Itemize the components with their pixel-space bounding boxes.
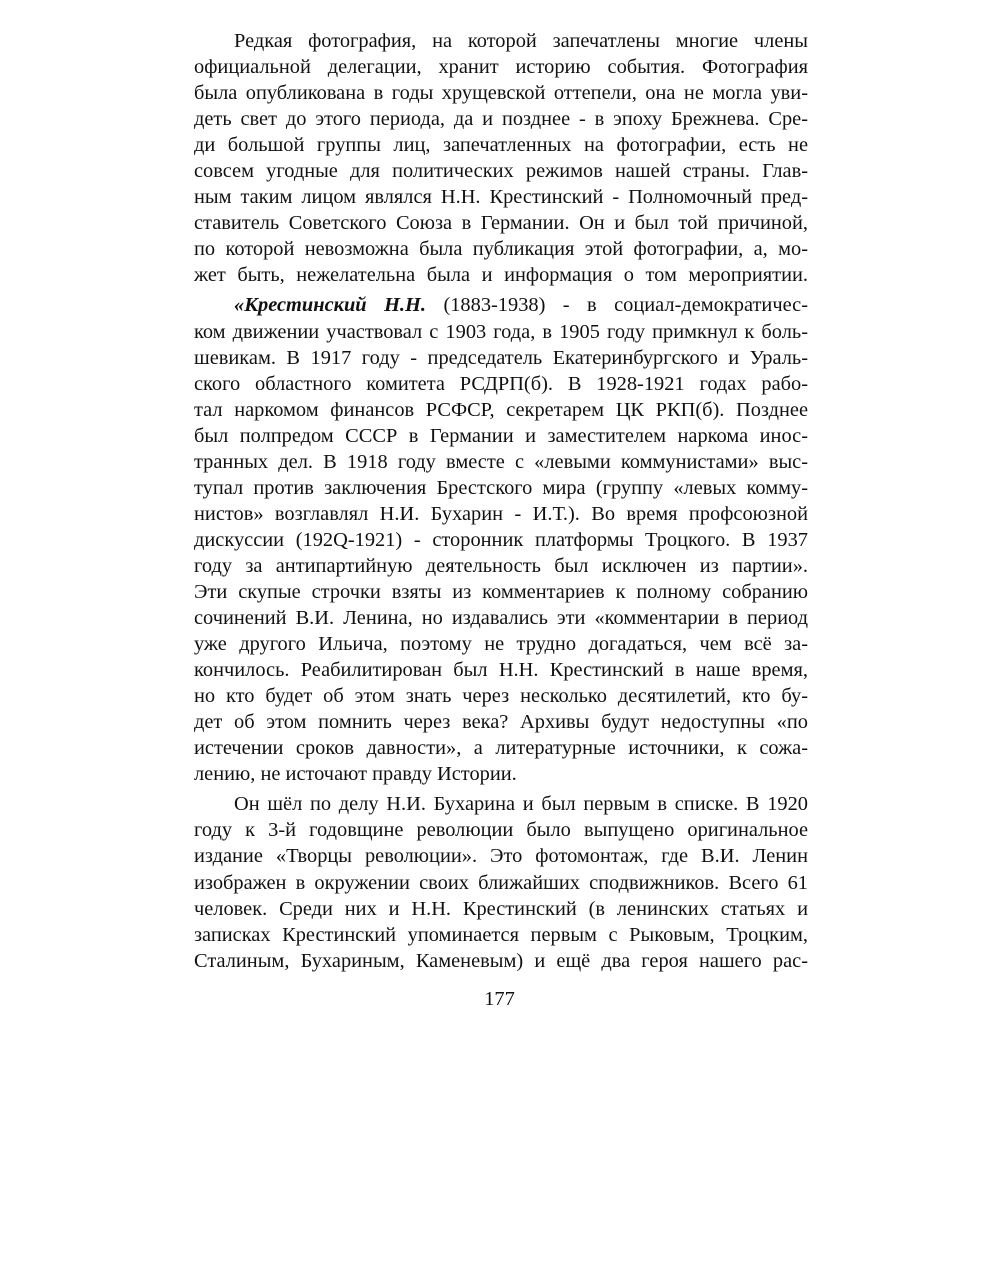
text-line: Сталиным, Бухариным, Каменевым) и ещё два героя нашего рас- <box>194 949 808 972</box>
text-line: кончилось. Реабилитирован был Н.Н. Крестинский в наше время, <box>194 659 808 682</box>
text-line: жет быть, нежелательна была и информация о том мероприятии. <box>194 264 808 287</box>
text-line: официальной делегации, хранит историю события. Фотография <box>194 56 808 79</box>
text-line: изображен в окружении своих ближайших сподвижников. Всего 61 <box>194 871 808 894</box>
text-line: была опубликована в годы хрущевской оттепели, она не могла уви- <box>194 82 808 105</box>
text-line: сочинений В.И. Ленина, но издавались эти «комментарии в период <box>194 607 808 630</box>
text-line: уже другого Ильича, поэтому не трудно догадаться, чем всё за- <box>194 633 808 656</box>
text-line: дискуссии (192Q-1921) - сторонник платформы Троцкого. В 1937 <box>194 528 808 551</box>
text-line: совсем угодные для политических режимов нашей страны. Глав- <box>194 160 808 183</box>
text-fragment: (1883-1938) - в социал-демократичес- <box>443 294 808 317</box>
text-line: записках Крестинский упоминается первым с Рыковым, Троцким, <box>194 923 808 946</box>
text-line: Он шёл по делу Н.И. Бухарина и был первым в списке. В 1920 <box>234 793 808 816</box>
text-line: по которой невозможна была публикация этой фотографии, а, мо- <box>194 238 808 261</box>
text-line: но кто будет об этом знать через несколько десятилетий, кто бу- <box>194 685 808 708</box>
paragraph-3 <box>194 791 808 973</box>
text-line: транных дел. В 1918 году вместе с «левыми коммунистами» выс- <box>194 450 808 473</box>
text-line: ставитель Советского Союза в Германии. Он и был той причиной, <box>194 212 808 235</box>
text-line: деть свет до этого периода, да и позднее - в эпоху Брежнева. Сре- <box>194 108 808 131</box>
paragraph-2 <box>194 292 808 787</box>
text-line: тупал против заключения Брестского мира (группу «левых комму- <box>194 476 808 499</box>
text-line: году к 3-й годовщине революции было выпущено оригинальное <box>194 819 808 842</box>
text-line: издание «Творцы революции». Это фотомонтаж, где В.И. Ленин <box>194 845 808 868</box>
text-line: Эти скупые строчки взяты из комментариев к полному собранию <box>194 580 808 603</box>
page-number: 177 <box>484 988 515 1010</box>
text-line: ди большой группы лиц, запечатленных на фотографии, есть не <box>194 134 808 157</box>
text-line: ком движении участвовал с 1903 года, в 1905 году примкнул к боль- <box>194 320 808 343</box>
text-line: истечении сроков давности», а литературные источники, к сожа- <box>194 737 808 760</box>
paragraph-1 <box>194 28 808 288</box>
text-line: ского областного комитета РСДРП(б). В 1928-1921 годах рабо- <box>194 372 808 395</box>
text-line: тал наркомом финансов РСФСР, секретарем ЦК РКП(б). Позднее <box>194 398 808 421</box>
text-line: ным таким лицом являлся Н.Н. Крестинский - Полномочный пред- <box>194 186 808 209</box>
text-line: нистов» возглавлял Н.И. Бухарин - И.Т.). Во время профсоюзной <box>194 502 808 525</box>
text-line: был полпредом СССР в Германии и заместителем наркома инос- <box>194 424 808 447</box>
text-line-with-heading <box>194 292 808 318</box>
page-body <box>194 28 808 974</box>
bold-italic-name: «Крестинский Н.Н. <box>234 294 426 317</box>
text-line: человек. Среди них и Н.Н. Крестинский (в ленинских статьях и <box>194 897 808 920</box>
text-line: лению, не источают правду Истории. <box>194 763 517 786</box>
text-line: Редкая фотография, на которой запечатлены многие члены <box>234 30 808 52</box>
text-line: дет об этом помнить через века? Архивы будут недоступны «по <box>194 711 808 734</box>
text-line: году за антипартийную деятельность был исключен из партии». <box>194 554 808 577</box>
text-line: шевикам. В 1917 году - председатель Екатеринбургского и Ураль- <box>194 346 808 369</box>
